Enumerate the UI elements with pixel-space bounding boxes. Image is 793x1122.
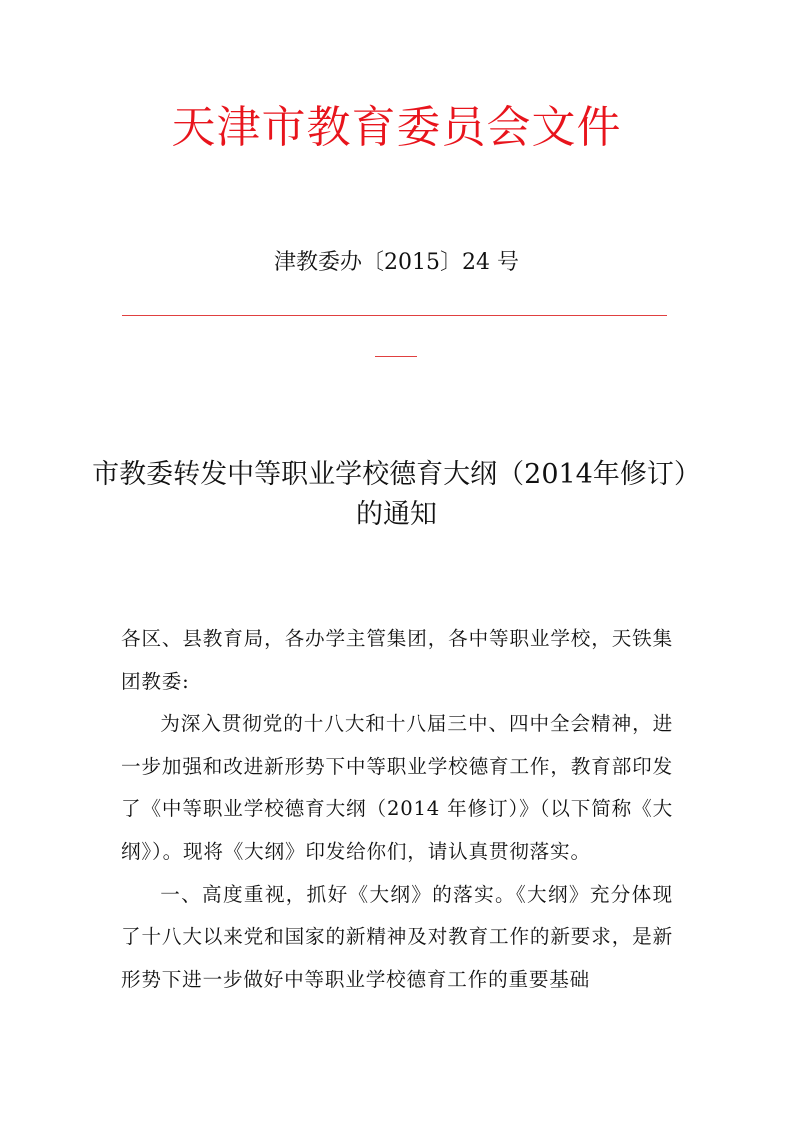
- document-header-title: 天津市教育委员会文件: [171, 102, 622, 153]
- header-separator-line: [122, 315, 667, 316]
- notice-title: 市教委转发中等职业学校德育大纲（2014年修订）的通知: [92, 459, 701, 530]
- body-paragraph: 为深入贯彻党的十八大和十八届三中、四中全会精神，进一步加强和改进新形势下中等职业学校德育工作，教育部印发了《中等职业学校德育大纲（2014 年修订）》（以下简称《大纲》）。现将《大纲》印发给你们，请认真贯彻落实。: [121, 712, 673, 863]
- salutation: 各区、县教育局，各办学主管集团，各中等职业学校，天铁集团教委:: [121, 627, 673, 693]
- header-separator-tail: [375, 356, 417, 357]
- document-number: 津教委办〔2015〕24 号: [274, 250, 519, 275]
- body-paragraph: 一、高度重视，抓好《大纲》的落实。《大纲》充分体现了十八大以来党和国家的新精神及对教育工作的新要求，是新形势下进一步做好中等职业学校德育工作的重要基础: [121, 882, 673, 991]
- document-body: [121, 618, 673, 1001]
